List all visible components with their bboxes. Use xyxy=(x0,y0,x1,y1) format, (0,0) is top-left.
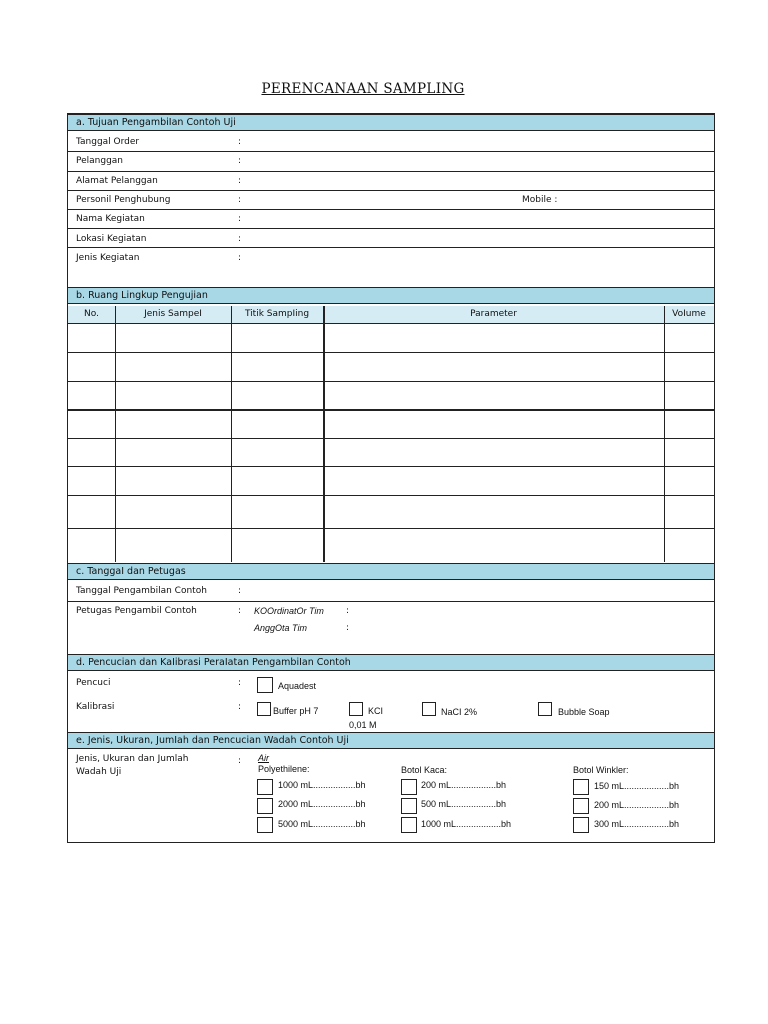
polyethilene-1000-label: 1000 mL.................bh xyxy=(278,780,366,790)
botol-winkler-300-checkbox[interactable] xyxy=(573,817,589,833)
label-pelanggan: Pelanggan xyxy=(76,156,124,166)
row-divider xyxy=(68,151,714,152)
colon: : xyxy=(238,234,242,244)
label-bubble-soap: Bubble Soap xyxy=(558,707,610,717)
section-b-header: b. Ruang Lingkup Pengujian xyxy=(68,287,714,304)
colon: : xyxy=(238,253,242,263)
row-divider xyxy=(68,190,714,191)
col-header-no: No. xyxy=(68,306,115,324)
label-anggota-tim: AnggOta Tim xyxy=(254,623,307,633)
table-row-divider xyxy=(68,466,714,467)
polyethilene-2000-checkbox[interactable] xyxy=(257,798,273,814)
colon: : xyxy=(238,756,242,766)
row-divider xyxy=(68,209,714,210)
row-divider xyxy=(68,228,714,229)
col-divider xyxy=(115,306,116,562)
group-title-polyethilene: Polyethilene: xyxy=(258,764,310,774)
polyethilene-5000-label: 5000 mL.................bh xyxy=(278,819,366,829)
label-personil-penghubung: Personil Penghubung xyxy=(76,195,171,205)
table-row-divider xyxy=(68,352,714,353)
table-row-divider xyxy=(68,495,714,496)
page-title: PERENCANAAN SAMPLING xyxy=(261,81,465,97)
col-header-volume: VoIume xyxy=(664,306,714,324)
label-nacl: NaCI 2% xyxy=(441,707,478,717)
group-title-botol-winkler: Botol Winkler: xyxy=(573,765,629,775)
label-jenis-kegiatan: Jenis Kegiatan xyxy=(76,253,140,263)
label-tanggal-pengambilan: Tanggal Pengambilan Contoh xyxy=(76,586,207,596)
label-lokasi-kegiatan: Lokasi Kegiatan xyxy=(76,234,147,244)
botol-kaca-500-checkbox[interactable] xyxy=(401,798,417,814)
polyethilene-2000-label: 2000 mL.................bh xyxy=(278,799,366,809)
botol-kaca-200-checkbox[interactable] xyxy=(401,779,417,795)
label-kcl: KCI xyxy=(368,706,384,716)
col-header-parameter: Parameter xyxy=(323,306,664,324)
section-e-header: e. Jenis, Ukuran, JumIah dan Pencucian Wadah Contoh Uji xyxy=(68,732,714,749)
row-divider xyxy=(68,247,714,248)
label-air: Air xyxy=(258,753,269,763)
table-row-divider xyxy=(68,381,714,382)
botol-kaca-1000-checkbox[interactable] xyxy=(401,817,417,833)
label-kalibrasi: Kalibrasi xyxy=(76,702,115,712)
col-divider xyxy=(664,306,665,562)
buffer-ph7-checkbox[interactable] xyxy=(257,702,271,716)
botol-winkler-200-checkbox[interactable] xyxy=(573,798,589,814)
label-kcl-concentration: 0,01 M xyxy=(349,720,377,730)
colon: : xyxy=(238,586,242,596)
section-d-header: d. Pencucian dan KaIibrasi PeraIatan PengambiIan Contoh xyxy=(68,654,714,671)
colon: : xyxy=(238,176,242,186)
colon: : xyxy=(346,623,350,633)
label-aquadest: Aquadest xyxy=(278,681,317,691)
polyethilene-1000-checkbox[interactable] xyxy=(257,779,273,795)
section-c-header: c. TanggaI dan Petugas xyxy=(68,563,714,580)
polyethilene-5000-checkbox[interactable] xyxy=(257,817,273,833)
botol-kaca-500-label: 500 mL..................bh xyxy=(421,799,507,809)
label-alamat-pelanggan: Alamat Pelanggan xyxy=(76,176,158,186)
botol-winkler-300-label: 300 mL..................bh xyxy=(594,819,680,829)
colon: : xyxy=(238,678,242,688)
col-divider xyxy=(323,306,325,562)
colon: : xyxy=(238,137,242,147)
col-divider xyxy=(231,306,232,562)
colon: : xyxy=(238,214,242,224)
colon: : xyxy=(238,156,242,166)
table-row-divider xyxy=(68,438,714,439)
colon: : xyxy=(238,702,242,712)
table-row-divider xyxy=(68,528,714,529)
label-wadah-line2: Wadah Uji xyxy=(76,767,122,777)
label-petugas-pengambil: Petugas Pengambil Contoh xyxy=(76,606,197,616)
sample-table xyxy=(68,306,714,546)
botol-kaca-200-label: 200 mL..................bh xyxy=(421,780,507,790)
botol-kaca-1000-label: 1000 mL..................bh xyxy=(421,819,512,829)
table-row-divider xyxy=(68,409,714,411)
row-divider xyxy=(68,171,714,172)
bubble-soap-checkbox[interactable] xyxy=(538,702,552,716)
sampling-form xyxy=(67,113,715,843)
botol-winkler-150-label: 150 mL..................bh xyxy=(594,781,680,791)
aquadest-checkbox[interactable] xyxy=(257,677,273,693)
label-wadah-line1: Jenis, Ukuran dan Jumlah xyxy=(76,754,189,764)
kcl-checkbox[interactable] xyxy=(349,702,363,716)
col-header-jenis-sampel: Jenis SampeI xyxy=(115,306,231,324)
label-mobile: Mobile : xyxy=(522,195,558,205)
section-a-header: a. Tujuan PengambiIan Contoh Uji xyxy=(68,114,714,131)
colon: : xyxy=(238,195,242,205)
label-koordinator-tim: KOOrdinatOr Tim xyxy=(254,606,324,616)
botol-winkler-200-label: 200 mL..................bh xyxy=(594,800,680,810)
colon: : xyxy=(238,606,242,616)
botol-winkler-150-checkbox[interactable] xyxy=(573,779,589,795)
label-buffer-ph7: Buffer pH 7 xyxy=(273,706,319,716)
row-divider xyxy=(68,601,714,602)
label-tanggal-order: Tanggal Order xyxy=(76,137,140,147)
label-nama-kegiatan: Nama Kegiatan xyxy=(76,214,145,224)
label-pencuci: Pencuci xyxy=(76,678,111,688)
colon: : xyxy=(346,606,350,616)
group-title-botol-kaca: Botol Kaca: xyxy=(401,765,448,775)
col-header-titik-sampling: Titik SampIing xyxy=(231,306,323,324)
nacl-checkbox[interactable] xyxy=(422,702,436,716)
